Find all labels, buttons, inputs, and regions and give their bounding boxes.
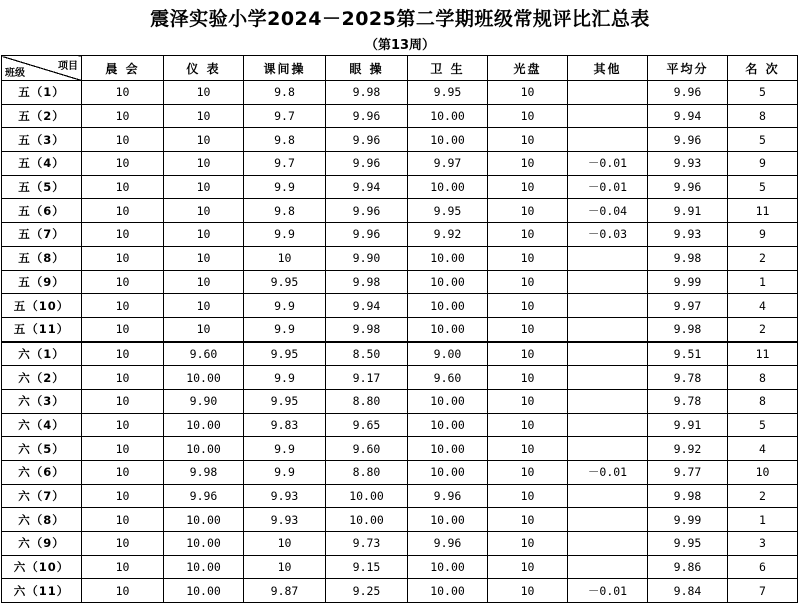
table-row xyxy=(2,389,798,413)
score-cell: 10 xyxy=(488,508,568,532)
score-cell xyxy=(568,270,648,294)
score-cell: 1 xyxy=(728,270,798,294)
score-cell: 9.17 xyxy=(326,366,408,390)
score-cell: 9.96 xyxy=(408,532,488,556)
score-cell: 9.51 xyxy=(648,342,728,366)
class-name-cell: 五（11） xyxy=(2,317,82,341)
score-cell: 1 xyxy=(728,508,798,532)
score-cell: 10 xyxy=(488,128,568,152)
score-cell: 8.50 xyxy=(326,342,408,366)
table-body xyxy=(2,81,798,603)
table-row xyxy=(2,317,798,341)
score-cell: 9.93 xyxy=(244,484,326,508)
score-cell: 10.00 xyxy=(408,104,488,128)
table-row xyxy=(2,223,798,247)
score-cell: 9.94 xyxy=(326,175,408,199)
score-cell: 9.9 xyxy=(244,317,326,341)
class-name-cell: 五（2） xyxy=(2,104,82,128)
score-cell: 6 xyxy=(728,555,798,579)
score-cell xyxy=(568,389,648,413)
score-cell: 10 xyxy=(164,294,244,318)
column-header: 眼 操 xyxy=(326,56,408,81)
table-row xyxy=(2,532,798,556)
score-cell: 9 xyxy=(728,152,798,176)
score-cell xyxy=(568,366,648,390)
score-cell xyxy=(568,413,648,437)
score-cell: 10 xyxy=(82,223,164,247)
table-row xyxy=(2,579,798,603)
table-header-row xyxy=(2,56,798,81)
score-cell: 10.00 xyxy=(408,294,488,318)
score-cell xyxy=(568,246,648,270)
score-cell: 10 xyxy=(82,532,164,556)
score-cell: 10 xyxy=(82,484,164,508)
score-cell: 10.00 xyxy=(164,413,244,437)
corner-header-item-label: 项目 xyxy=(58,61,78,72)
score-cell: 10 xyxy=(164,81,244,105)
score-cell: 9.94 xyxy=(648,104,728,128)
score-cell: 10 xyxy=(488,555,568,579)
class-name-cell: 六（1） xyxy=(2,342,82,366)
score-cell: 9.9 xyxy=(244,366,326,390)
score-cell: 9.00 xyxy=(408,342,488,366)
score-cell: 9.84 xyxy=(648,579,728,603)
score-cell: 10.00 xyxy=(408,413,488,437)
table-row xyxy=(2,508,798,532)
score-cell: 9.78 xyxy=(648,389,728,413)
score-cell: 9.7 xyxy=(244,152,326,176)
score-cell: 5 xyxy=(728,413,798,437)
score-cell: 9.99 xyxy=(648,508,728,532)
table-row xyxy=(2,175,798,199)
score-cell: －0.04 xyxy=(568,199,648,223)
score-cell: 10 xyxy=(488,317,568,341)
score-cell: 10.00 xyxy=(408,128,488,152)
score-cell: 9.25 xyxy=(326,579,408,603)
score-cell: 10 xyxy=(82,270,164,294)
score-cell: 10 xyxy=(82,152,164,176)
class-name-cell: 六（11） xyxy=(2,579,82,603)
score-cell: 9.96 xyxy=(326,223,408,247)
week-subtitle: （第13周） xyxy=(364,38,436,53)
score-cell: 10 xyxy=(728,461,798,485)
score-cell: 9.93 xyxy=(244,508,326,532)
score-cell: 8.80 xyxy=(326,461,408,485)
score-cell: 10 xyxy=(488,294,568,318)
score-cell: 10 xyxy=(164,128,244,152)
class-name-cell: 五（9） xyxy=(2,270,82,294)
score-cell: 10 xyxy=(488,366,568,390)
score-cell: 2 xyxy=(728,246,798,270)
score-cell: 7 xyxy=(728,579,798,603)
score-cell: 10 xyxy=(488,175,568,199)
score-cell: 10 xyxy=(82,579,164,603)
score-cell: 9.95 xyxy=(408,199,488,223)
score-cell: 10 xyxy=(488,81,568,105)
score-cell: 10 xyxy=(488,270,568,294)
score-cell: 9.97 xyxy=(648,294,728,318)
score-cell: 9.9 xyxy=(244,175,326,199)
score-cell: 9.94 xyxy=(326,294,408,318)
score-cell: 9.93 xyxy=(648,152,728,176)
score-cell: 9.9 xyxy=(244,223,326,247)
score-cell: 10.00 xyxy=(408,270,488,294)
score-cell: 2 xyxy=(728,484,798,508)
score-cell: 9.65 xyxy=(326,413,408,437)
class-name-cell: 六（6） xyxy=(2,461,82,485)
score-cell: 10.00 xyxy=(326,508,408,532)
score-cell: 10.00 xyxy=(408,246,488,270)
score-cell: 10 xyxy=(244,246,326,270)
score-cell: 10.00 xyxy=(164,532,244,556)
score-cell: 10 xyxy=(488,152,568,176)
column-header: 其他 xyxy=(568,56,648,81)
score-cell: 9.96 xyxy=(648,81,728,105)
score-cell: －0.01 xyxy=(568,579,648,603)
score-cell: 9.8 xyxy=(244,199,326,223)
score-cell xyxy=(568,342,648,366)
class-name-cell: 五（4） xyxy=(2,152,82,176)
score-cell: 9.77 xyxy=(648,461,728,485)
score-cell: 10 xyxy=(164,104,244,128)
score-cell: 10 xyxy=(488,199,568,223)
score-cell: 9.9 xyxy=(244,294,326,318)
score-cell: 9.92 xyxy=(648,437,728,461)
table-row xyxy=(2,555,798,579)
score-cell xyxy=(568,508,648,532)
score-cell: 10 xyxy=(244,532,326,556)
score-cell xyxy=(568,484,648,508)
class-name-cell: 六（7） xyxy=(2,484,82,508)
score-cell: 10 xyxy=(488,437,568,461)
table-row xyxy=(2,128,798,152)
score-cell: 9.91 xyxy=(648,199,728,223)
score-cell xyxy=(568,81,648,105)
score-cell: 9.91 xyxy=(648,413,728,437)
score-cell: 9.9 xyxy=(244,461,326,485)
score-cell: 10.00 xyxy=(164,437,244,461)
score-cell: 10 xyxy=(82,199,164,223)
score-cell: 10.00 xyxy=(408,437,488,461)
score-cell: 10.00 xyxy=(408,317,488,341)
score-cell: 10 xyxy=(488,389,568,413)
table-row xyxy=(2,461,798,485)
score-cell: 10 xyxy=(82,508,164,532)
score-cell: 9.98 xyxy=(648,317,728,341)
score-cell: 10 xyxy=(82,294,164,318)
score-cell xyxy=(568,437,648,461)
score-cell: －0.01 xyxy=(568,461,648,485)
table-row xyxy=(2,294,798,318)
score-cell: 10.00 xyxy=(408,555,488,579)
class-name-cell: 六（9） xyxy=(2,532,82,556)
score-cell: 9 xyxy=(728,223,798,247)
class-name-cell: 六（2） xyxy=(2,366,82,390)
score-cell: 9.60 xyxy=(164,342,244,366)
score-cell: 10.00 xyxy=(164,579,244,603)
score-cell: 10 xyxy=(164,317,244,341)
score-cell: 9.60 xyxy=(408,366,488,390)
score-cell: 10.00 xyxy=(408,579,488,603)
score-cell: 10 xyxy=(488,104,568,128)
score-cell: 9.86 xyxy=(648,555,728,579)
score-cell: 5 xyxy=(728,175,798,199)
score-cell: 10.00 xyxy=(408,389,488,413)
table-row xyxy=(2,270,798,294)
score-cell: 8 xyxy=(728,104,798,128)
score-cell: 9.96 xyxy=(326,104,408,128)
score-cell: 10 xyxy=(82,555,164,579)
table-row xyxy=(2,246,798,270)
class-name-cell: 六（4） xyxy=(2,413,82,437)
score-cell: 10 xyxy=(82,461,164,485)
table-row xyxy=(2,81,798,105)
score-cell: 9.83 xyxy=(244,413,326,437)
score-cell: 9.78 xyxy=(648,366,728,390)
score-cell: 9.95 xyxy=(648,532,728,556)
class-name-cell: 五（10） xyxy=(2,294,82,318)
score-cell: 9.95 xyxy=(244,270,326,294)
score-cell: 10 xyxy=(82,175,164,199)
score-cell: 10.00 xyxy=(164,508,244,532)
table-row xyxy=(2,366,798,390)
score-cell: 10 xyxy=(244,555,326,579)
score-cell: 9.96 xyxy=(326,199,408,223)
score-cell: 9.95 xyxy=(408,81,488,105)
score-cell: 10 xyxy=(82,104,164,128)
score-cell: 10.00 xyxy=(164,366,244,390)
score-cell: 5 xyxy=(728,81,798,105)
table-row xyxy=(2,152,798,176)
score-cell: 10.00 xyxy=(408,508,488,532)
score-cell: 10 xyxy=(82,389,164,413)
score-cell: 10 xyxy=(82,246,164,270)
document-title: 震泽实验小学2024－2025第二学期班级常规评比汇总表 xyxy=(150,8,650,30)
score-cell: 2 xyxy=(728,317,798,341)
column-header: 光盘 xyxy=(488,56,568,81)
score-cell: 11 xyxy=(728,199,798,223)
score-cell: 10 xyxy=(488,484,568,508)
score-cell: 10 xyxy=(488,532,568,556)
corner-header xyxy=(2,56,82,81)
score-cell: 10 xyxy=(82,317,164,341)
score-cell: 10 xyxy=(488,223,568,247)
corner-header-class-label: 班级 xyxy=(5,68,25,79)
class-name-cell: 五（3） xyxy=(2,128,82,152)
score-cell: 9.98 xyxy=(648,246,728,270)
score-cell: 9.98 xyxy=(326,317,408,341)
column-header: 卫 生 xyxy=(408,56,488,81)
score-cell: 9.98 xyxy=(164,461,244,485)
class-name-cell: 六（3） xyxy=(2,389,82,413)
table-row xyxy=(2,199,798,223)
score-cell: 10 xyxy=(164,223,244,247)
table-row xyxy=(2,413,798,437)
table-row xyxy=(2,484,798,508)
score-cell: 10 xyxy=(82,342,164,366)
score-cell: 9.73 xyxy=(326,532,408,556)
score-cell: －0.01 xyxy=(568,152,648,176)
score-cell: －0.03 xyxy=(568,223,648,247)
score-cell: 9.96 xyxy=(326,128,408,152)
table-row xyxy=(2,437,798,461)
score-cell: 10.00 xyxy=(408,175,488,199)
column-header: 仪 表 xyxy=(164,56,244,81)
score-cell: 9.95 xyxy=(244,342,326,366)
class-name-cell: 六（10） xyxy=(2,555,82,579)
column-header: 平均分 xyxy=(648,56,728,81)
class-name-cell: 六（8） xyxy=(2,508,82,532)
class-name-cell: 五（8） xyxy=(2,246,82,270)
score-cell: 10 xyxy=(164,246,244,270)
score-cell xyxy=(568,317,648,341)
score-cell: 10 xyxy=(488,579,568,603)
score-cell: 9.95 xyxy=(244,389,326,413)
score-cell: 4 xyxy=(728,294,798,318)
score-cell: 10 xyxy=(82,437,164,461)
score-cell: 9.96 xyxy=(408,484,488,508)
score-cell: 9.96 xyxy=(648,128,728,152)
table-row xyxy=(2,104,798,128)
score-cell: 9.96 xyxy=(648,175,728,199)
score-cell: 10.00 xyxy=(408,461,488,485)
class-name-cell: 五（1） xyxy=(2,81,82,105)
score-cell: 10 xyxy=(82,366,164,390)
score-cell xyxy=(568,104,648,128)
score-cell: 9.98 xyxy=(326,270,408,294)
score-cell: 9.90 xyxy=(326,246,408,270)
class-name-cell: 五（6） xyxy=(2,199,82,223)
score-cell: 9.8 xyxy=(244,81,326,105)
class-name-cell: 五（7） xyxy=(2,223,82,247)
score-cell: 5 xyxy=(728,128,798,152)
score-cell: 10 xyxy=(82,128,164,152)
score-cell: 10 xyxy=(488,461,568,485)
score-cell: 9.93 xyxy=(648,223,728,247)
score-cell: 4 xyxy=(728,437,798,461)
score-cell: 10 xyxy=(82,413,164,437)
score-cell: 10 xyxy=(82,81,164,105)
column-header: 课间操 xyxy=(244,56,326,81)
score-cell: 9.98 xyxy=(326,81,408,105)
score-cell: 10.00 xyxy=(326,484,408,508)
score-cell: 10 xyxy=(164,175,244,199)
score-cell: 9.96 xyxy=(164,484,244,508)
score-table xyxy=(1,55,798,603)
score-cell: 3 xyxy=(728,532,798,556)
score-cell xyxy=(568,532,648,556)
score-cell xyxy=(568,128,648,152)
score-cell: 9.8 xyxy=(244,128,326,152)
score-cell: －0.01 xyxy=(568,175,648,199)
column-header: 名 次 xyxy=(728,56,798,81)
score-cell: 9.90 xyxy=(164,389,244,413)
class-name-cell: 五（5） xyxy=(2,175,82,199)
score-cell: 8 xyxy=(728,366,798,390)
score-cell: 10 xyxy=(488,413,568,437)
score-cell: 10 xyxy=(488,342,568,366)
score-cell: 9.96 xyxy=(326,152,408,176)
score-cell: 9.98 xyxy=(648,484,728,508)
score-cell: 9.7 xyxy=(244,104,326,128)
score-cell: 9.92 xyxy=(408,223,488,247)
score-cell: 10.00 xyxy=(164,555,244,579)
class-name-cell: 六（5） xyxy=(2,437,82,461)
score-cell: 9.60 xyxy=(326,437,408,461)
score-cell: 9.99 xyxy=(648,270,728,294)
table-row xyxy=(2,342,798,366)
score-cell: 10 xyxy=(164,152,244,176)
score-cell: 10 xyxy=(488,246,568,270)
score-cell: 9.15 xyxy=(326,555,408,579)
score-cell: 11 xyxy=(728,342,798,366)
score-cell: 9.9 xyxy=(244,437,326,461)
score-cell: 8.80 xyxy=(326,389,408,413)
score-cell: 10 xyxy=(164,199,244,223)
score-cell: 9.97 xyxy=(408,152,488,176)
score-cell xyxy=(568,294,648,318)
score-cell xyxy=(568,555,648,579)
score-cell: 9.87 xyxy=(244,579,326,603)
score-cell: 10 xyxy=(164,270,244,294)
score-cell: 8 xyxy=(728,389,798,413)
column-header: 晨 会 xyxy=(82,56,164,81)
